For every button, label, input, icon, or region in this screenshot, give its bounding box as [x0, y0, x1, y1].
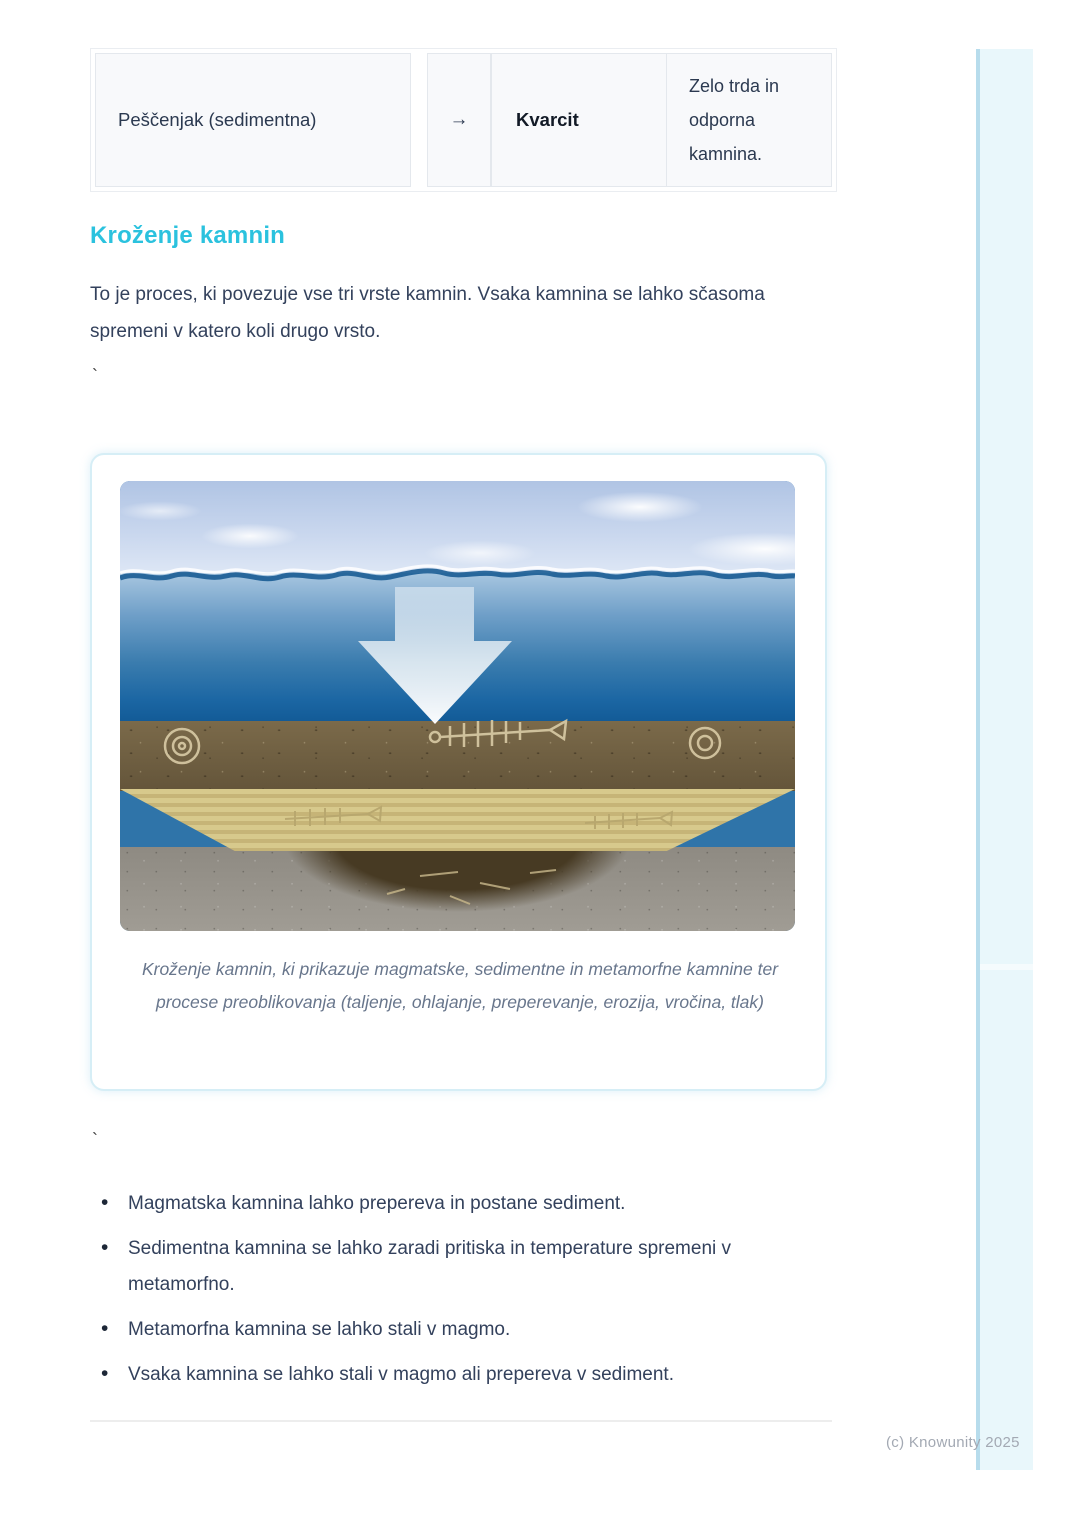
- page-edge-stripe: [976, 49, 1033, 1470]
- fossil-shell-right: [690, 728, 720, 758]
- section-heading: Kroženje kamnin: [90, 222, 286, 249]
- table-cell-source-rock: [95, 53, 411, 187]
- source-rock-label: Peščenjak (sedimentna): [118, 109, 317, 130]
- list-item: • Sedimentna kamnina se lahko zaradi pritiska in temperature spremeni v metamorfno.: [98, 1231, 800, 1303]
- sedimentation-arrow: [358, 587, 512, 724]
- list-item: • Vsaka kamnina se lahko stali v magmo ali prepereva v sediment.: [98, 1357, 800, 1393]
- illustration-overlay-svg: [120, 481, 795, 931]
- table-cell-result-rock: [491, 53, 667, 187]
- fossil-shell-left: [165, 729, 199, 763]
- rock-conversion-table: [90, 48, 837, 192]
- rock-cycle-illustration: [120, 481, 795, 931]
- list-item: • Metamorfna kamnina se lahko stali v magmo.: [98, 1312, 800, 1348]
- fossil-fish-strata-left: [285, 807, 381, 826]
- stray-backtick-bottom: `: [92, 1130, 98, 1150]
- footer-divider: [90, 1420, 832, 1422]
- table-cell-arrow: [427, 53, 491, 187]
- fossil-fish-skeleton-center: [430, 720, 566, 747]
- intro-paragraph: To je proces, ki povezuje vse tri vrste kamnin. Vsaka kamnina se lahko sčasoma spremeni v katero koli drugo vrsto.: [90, 284, 765, 342]
- result-rock-label: Kvarcit: [516, 109, 579, 130]
- footer-copyright: (c) Knowunity 2025: [886, 1434, 1020, 1451]
- figure-caption: Kroženje kamnin, ki prikazuje magmatske, sedimentne in metamorfne kamnine ter procese preoblikovanja (taljenje, ohlajanje, preperevanje, erozija, vročina, tlak): [141, 959, 779, 1012]
- page-edge-stripe-seam: [980, 964, 1033, 970]
- table-cell-description: [666, 53, 832, 187]
- fossil-fish-strata-right: [585, 812, 672, 829]
- right-arrow-icon: →: [449, 109, 469, 130]
- list-item: • Magmatska kamnina lahko prepereva in postane sediment.: [98, 1186, 800, 1222]
- figure-card: [90, 453, 827, 1091]
- rock-cycle-bullet-list: [98, 1186, 838, 1402]
- stray-backtick-top: `: [92, 366, 98, 386]
- fossil-fragments-bowl: [387, 870, 556, 904]
- result-description: Zelo trda in odporna kamnina.: [689, 76, 780, 164]
